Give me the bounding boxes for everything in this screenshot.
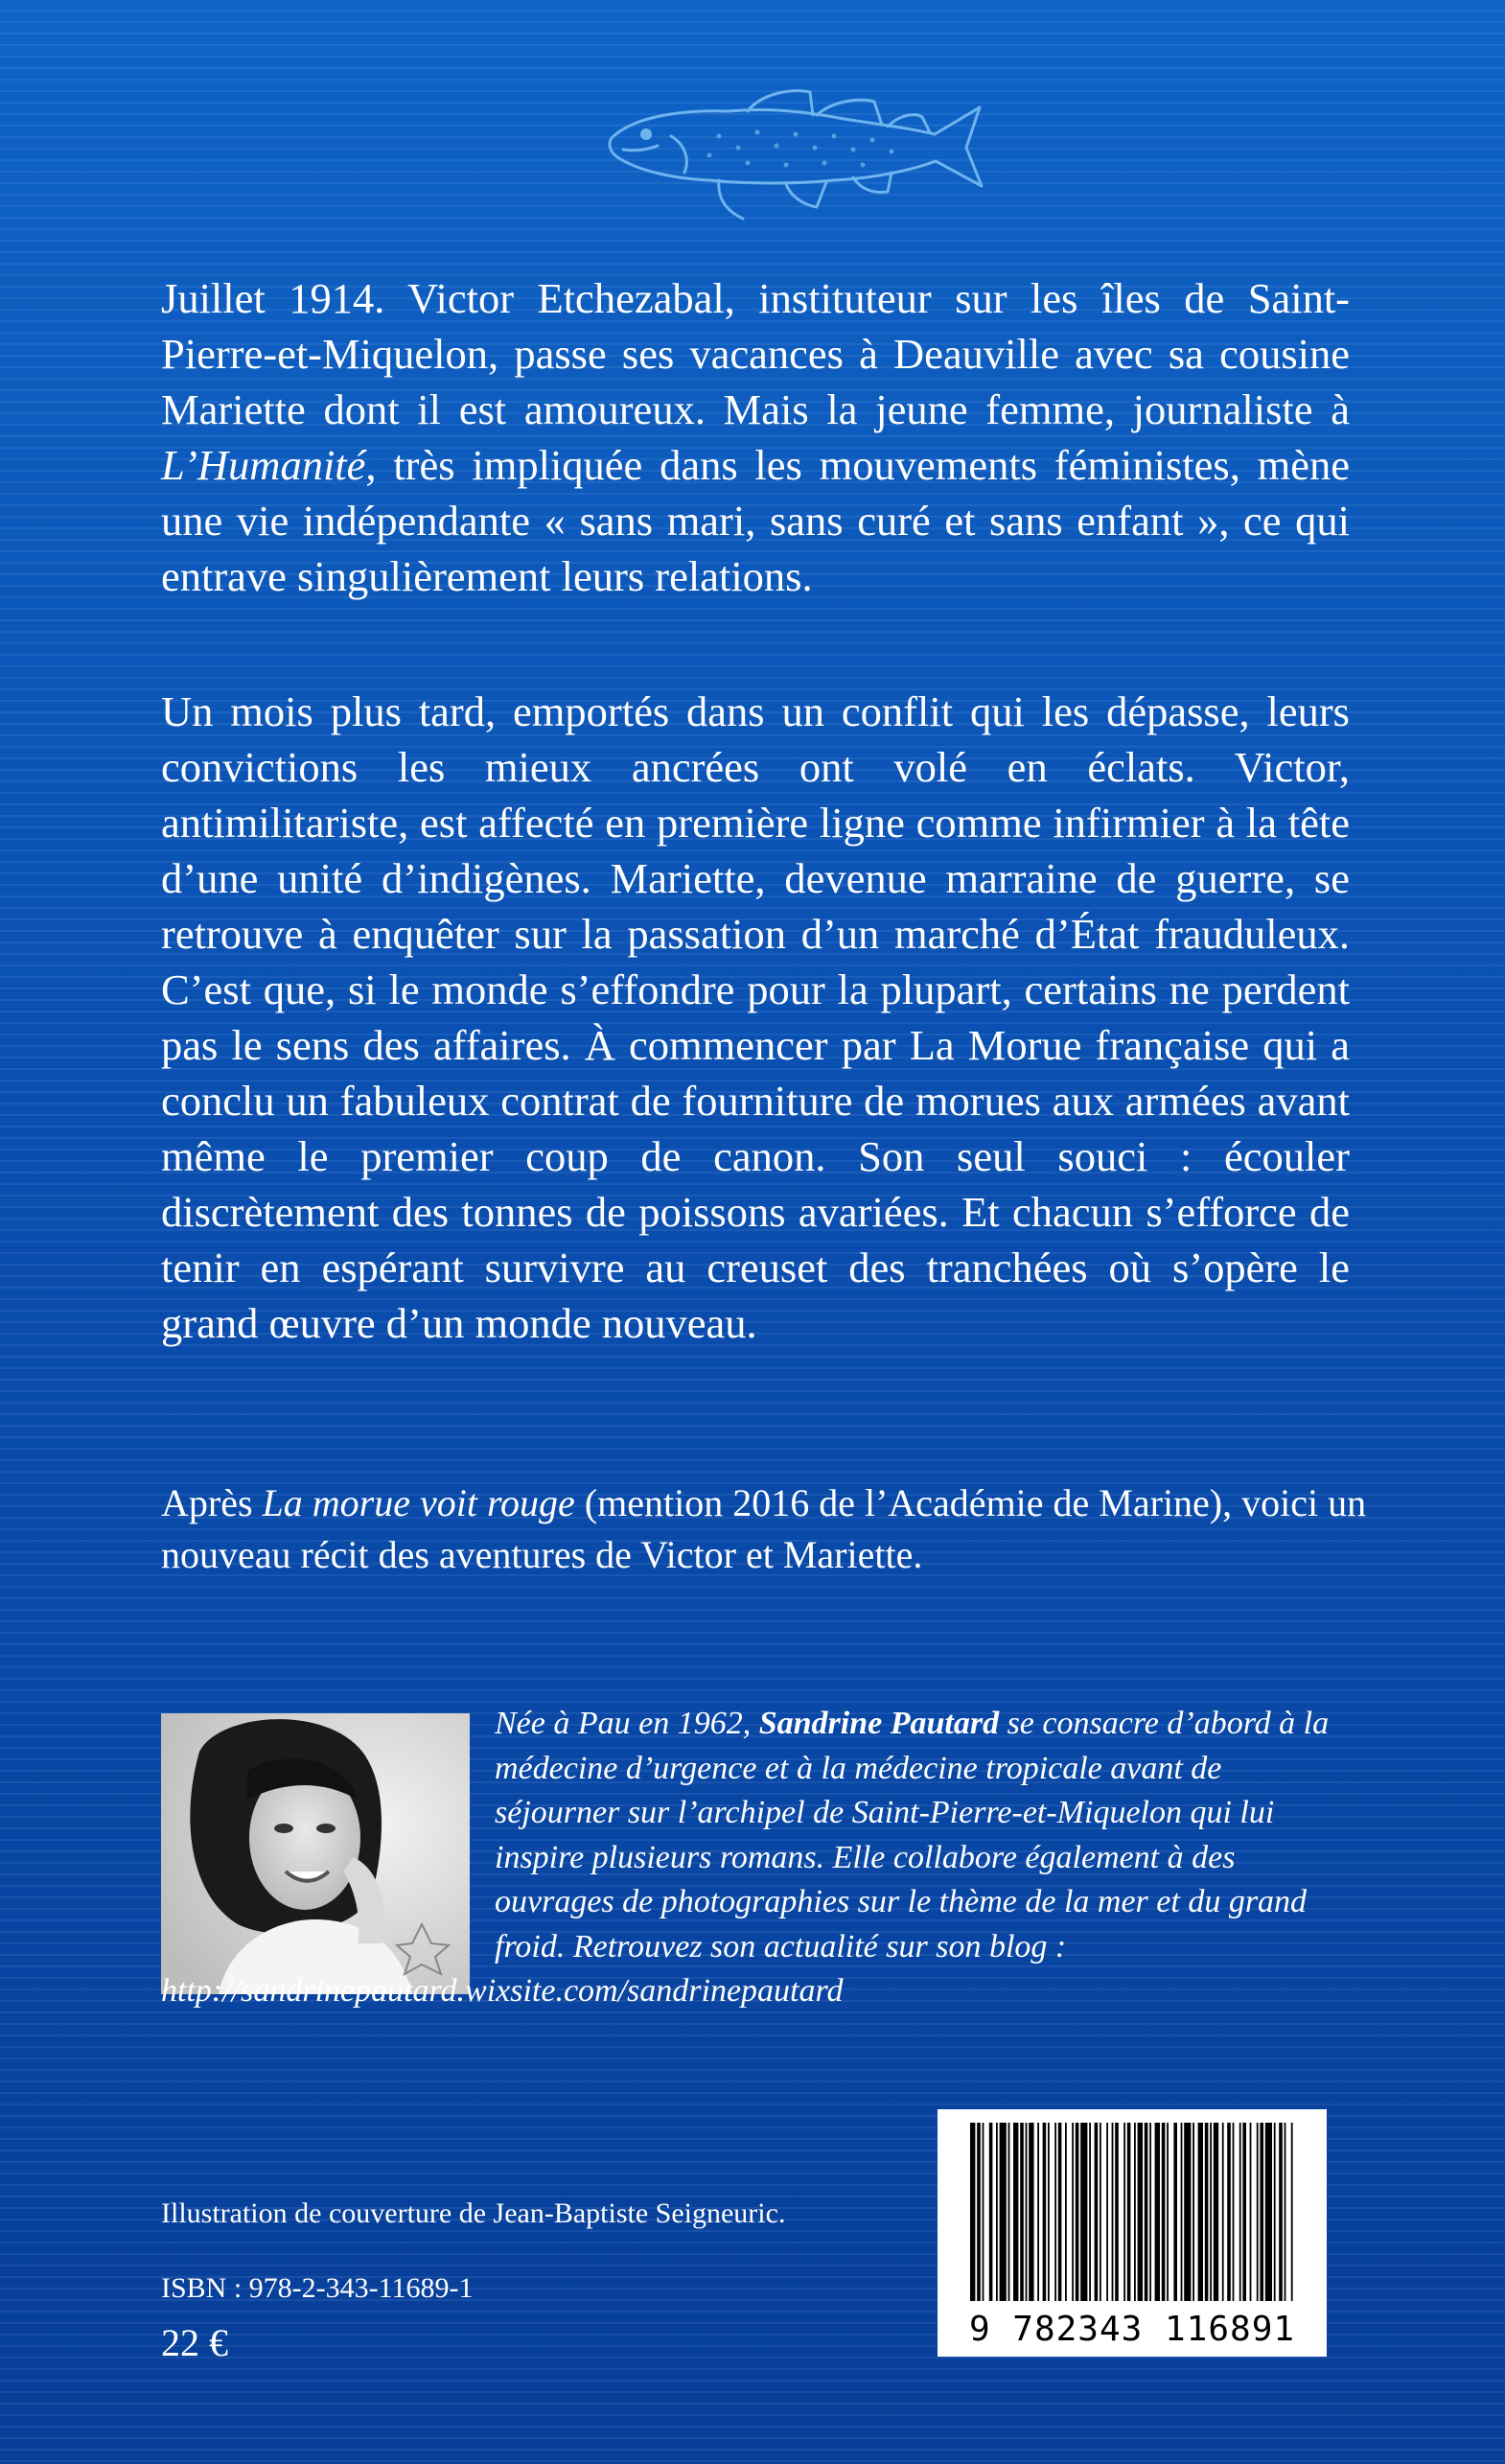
- barcode-bar: [1037, 2123, 1039, 2301]
- barcode-bar: [1181, 2123, 1183, 2301]
- barcode-bar: [1210, 2123, 1212, 2301]
- barcode-bar: [1123, 2123, 1125, 2301]
- barcode-bar: [1184, 2123, 1191, 2301]
- synopsis-p3-text-a: Après: [161, 1481, 263, 1524]
- synopsis-paragraph-2: Un mois plus tard, emportés dans un conflit qui les dépasse, leurs convictions les mieux ancrées ont volé en éclats. Victor, antimilitariste, est affecté en première ligne comme infirmier à la tête d’une unité d’indigènes. Mariette, devenue marraine de guerre, se retrouve à enquêter sur la passation d’un marché d’État frauduleux. C’est que, si le monde s’effondre pour la plupart, certains ne perdent pas le sens des affaires. À commencer par La Morue française qui a conclu un fabuleux contrat de fourniture de morues aux armées avant même le premier coup de canon. Son seul souci : écouler discrètement des tonnes de poissons avariées. Et chacun s’efforce de tenir en espérant survivre au creuset des tranchées où s’opère le grand œuvre d’un monde nouveau.: [161, 687, 1350, 1347]
- synopsis-p1-text-a: Juillet 1914. Victor Etchezabal, instituteur sur les îles de Saint-Pierre-et-Miquelon, passe ses vacances à Deauville avec sa cousine Mariette dont il est amoureux. Mais la jeune femme, journaliste à: [161, 274, 1350, 433]
- barcode-bars: [938, 2109, 1327, 2311]
- synopsis-p1-text-b: , très impliquée dans les mouvements féministes, mène une vie indépendante « sans mari, sans curé et sans enfant », ce qui entrave singulièrement leurs relations.: [161, 441, 1350, 600]
- barcode-bar: [1138, 2123, 1143, 2301]
- barcode-bar: [1048, 2123, 1050, 2301]
- barcode-bar: [1239, 2123, 1241, 2301]
- barcode-bar: [1149, 2123, 1151, 2301]
- isbn-number: ISBN : 978-2-343-11689-1: [161, 2272, 474, 2304]
- barcode-bar: [1233, 2123, 1235, 2301]
- price: 22 €: [161, 2321, 228, 2364]
- barcode-bar: [1134, 2123, 1136, 2301]
- barcode-bar: [1054, 2123, 1056, 2301]
- barcode-bar: [1291, 2123, 1293, 2301]
- cod-fish-illustration: [604, 79, 987, 242]
- synopsis-p3-text-b: (mention 2016 de l’Académie de Marine), voici un nouveau récit des aventures de Victor et Mariette.: [161, 1481, 1367, 1576]
- barcode-bar: [1162, 2123, 1166, 2301]
- isbn-barcode: [938, 2109, 1327, 2357]
- author-name: Sandrine Pautard: [758, 1706, 1000, 1741]
- barcode-bar: [1260, 2123, 1263, 2301]
- barcode-bar: [1205, 2123, 1209, 2301]
- photo-spacer: [161, 1702, 495, 1959]
- barcode-bar: [983, 2123, 984, 2301]
- barcode-bar: [1198, 2123, 1203, 2301]
- barcode-bar: [1020, 2123, 1024, 2301]
- barcode-bar: [1100, 2123, 1101, 2301]
- cover-illustration-credit: Illustration de couverture de Jean-Baptiste Seigneuric.: [161, 2197, 786, 2229]
- barcode-bar: [977, 2123, 981, 2301]
- barcode-bar: [1112, 2123, 1114, 2301]
- synopsis-p1-newspaper-title: L’Humanité: [161, 441, 366, 489]
- barcode-bar: [996, 2123, 998, 2301]
- barcode-bar: [1000, 2123, 1007, 2301]
- barcode-bar: [1145, 2123, 1148, 2301]
- previous-book-title: La morue voit rouge: [262, 1481, 575, 1524]
- barcode-bar: [1106, 2123, 1108, 2301]
- barcode-bar: [1058, 2123, 1062, 2301]
- barcode-bar: [1026, 2123, 1028, 2301]
- barcode-bar: [1127, 2123, 1131, 2301]
- barcode-bar: [1115, 2123, 1119, 2301]
- barcode-bar: [1285, 2123, 1286, 2301]
- barcode-bar: [1155, 2123, 1160, 2301]
- synopsis-paragraph-1: [161, 270, 1350, 604]
- barcode-bar: [1080, 2123, 1087, 2301]
- author-bio-text-b: se consacre d’abord à la médecine d’urgence et à la médecine tropicale avant de séjourner sur l’archipel de Saint-Pierre-et-Miquelon qui lui inspire plusieurs romans. Elle collabore également à des ouvrages de photographies sur le thème de la mer et du grand froid. Retrouvez son actualité sur son blog : http://sandrinepautard.wixsite.com/sandrinepautard: [161, 1706, 1330, 2009]
- barcode-bar: [1192, 2123, 1194, 2301]
- barcode-bar: [989, 2123, 993, 2301]
- barcode-bar: [1214, 2123, 1218, 2301]
- author-bio: [161, 1702, 1350, 2014]
- barcode-bar: [1250, 2123, 1252, 2301]
- barcode-digits: 9 782343 116891: [968, 2310, 1296, 2349]
- barcode-bar: [1222, 2123, 1224, 2301]
- barcode-bar: [970, 2123, 975, 2301]
- barcode-bar: [1274, 2123, 1276, 2301]
- barcode-bar: [1008, 2123, 1010, 2301]
- barcode-bar: [1257, 2123, 1259, 2301]
- barcode-bar: [1095, 2123, 1099, 2301]
- barcode-bar: [1072, 2123, 1074, 2301]
- barcode-bar: [1242, 2123, 1246, 2301]
- barcode-bar: [1013, 2123, 1018, 2301]
- synopsis-paragraph-3: [161, 1477, 1369, 1581]
- barcode-bar: [1173, 2123, 1177, 2301]
- author-bio-text-a: Née à Pau en 1962,: [495, 1706, 759, 1741]
- barcode-bar: [1076, 2123, 1079, 2301]
- barcode-bar: [1167, 2123, 1169, 2301]
- barcode-bar: [1065, 2123, 1067, 2301]
- barcode-bar: [1227, 2123, 1231, 2301]
- barcode-bar: [1279, 2123, 1283, 2301]
- barcode-bar: [1089, 2123, 1091, 2301]
- barcode-bar: [1043, 2123, 1047, 2301]
- barcode-bar: [1029, 2123, 1033, 2301]
- barcode-bar: [1265, 2123, 1272, 2301]
